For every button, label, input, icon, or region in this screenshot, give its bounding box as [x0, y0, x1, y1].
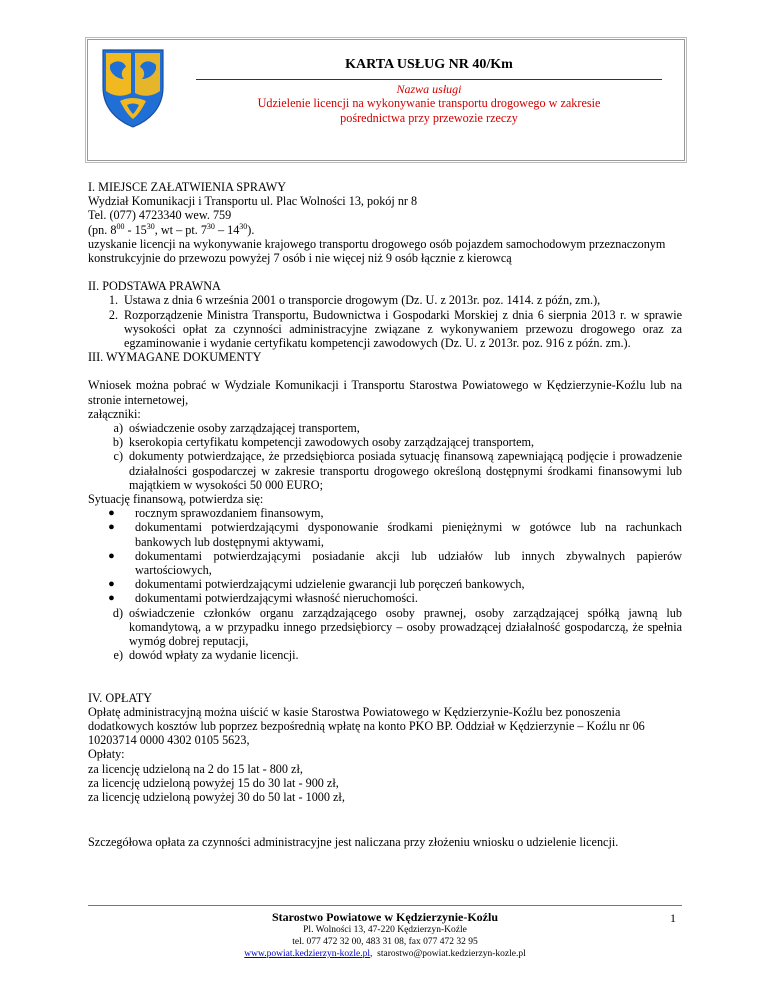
footer-links: www.powiat.kedzierzyn-kozle.pl, starostwo@powiat.kedzierzyn-kozle.pl [244, 949, 526, 959]
page-number: 1 [670, 911, 676, 925]
list-item: ● dokumentami potwierdzającymi własność nieruchomości. [88, 591, 682, 605]
email-text: starostwo@powiat.kedzierzyn-kozle.pl [377, 949, 526, 959]
list-item: ● dokumentami potwierdzającymi posiadanie akcji lub udziałów lub innych zbywalnych papierów wartościowych, [88, 549, 682, 577]
list-item: ● rocznym sprawozdaniem finansowym, [88, 506, 682, 520]
office-address: Wydział Komunikacji i Transportu ul. Plac Wolności 13, pokój nr 8 [88, 194, 418, 209]
bullet-icon: ● [108, 507, 115, 520]
service-label: Nazwa usługi [396, 82, 462, 96]
list-item: c) dokumenty potwierdzające, że przedsiębiorca posiada sytuację finansową zapewniającą podjęcie i prowadzenie działalności gospodarczej w zakresie transportu drogowego określoną dostępnymi środkami finansowymi lub majątkiem w wysokości 50 000 EURO; [113, 449, 682, 492]
attachments-label: załączniki: [88, 406, 141, 421]
footer-divider [88, 905, 682, 906]
fee-line: za licencję udzieloną na 2 do 15 lat - 800 zł, [88, 761, 303, 776]
list-item: 2. Rozporządzenie Ministra Transportu, Budownictwa i Gospodarki Morskiej z dnia 6 sierpnia 2013 r. w sprawie wysokości opłat za czynności administracyjne związane z wykonywaniem przewozu drogowego oraz za egzaminowanie i wydanie certyfikatu kompetencji zawodowych (Dz. U. z 2013r. poz. 916 z późn. zm.). [108, 307, 682, 351]
bullet-icon: ● [108, 592, 115, 605]
footer-org: Starostwo Powiatowe w Kędzierzynie-Koźlu [271, 910, 499, 924]
section2-heading: II. PODSTAWA PRAWNA [88, 279, 221, 294]
section1-heading: I. MIEJSCE ZAŁATWIENIA SPRAWY [88, 180, 287, 194]
footer-address: Pl. Wolności 13, 47-220 Kędzierzyn-Koźle [303, 925, 467, 935]
service-name: Udzielenie licencji na wykonywanie transportu drogowego w zakresie pośrednictwa przy przewozie rzeczy [257, 96, 601, 125]
bullet-icon: ● [108, 549, 115, 562]
section3-intro: Wniosek można pobrać w Wydziale Komunikacji i Transportu Starostwa Powiatowego w Kędzierzynie-Koźlu lub na stronie internetowej, [88, 378, 682, 407]
fee-note: Szczegółowa opłata za czynności administracyjne jest naliczana przy złożeniu wniosku o udzielenie licencji. [88, 835, 619, 850]
fee-line: za licencję udzieloną powyżej 30 do 50 lat - 1000 zł, [88, 789, 345, 804]
office-phone: Tel. (077) 4723340 wew. 759 [88, 208, 232, 223]
payment-info: Opłatę administracyjną można uiścić w kasie Starostwa Powiatowego w Kędzierzynie-Koźlu bez ponoszenia dodatkowych kosztów lub poprzez bezpośrednią wpłatę na konto PKO BP. Oddział w Kędzierzynie – Koźlu nr 06 10203714 0000 4302 0105 5623, [88, 704, 645, 748]
list-item: d) oświadczenie członków organu zarządzającego osoby prawnej, osoby zarządzającej spółką jawną lub komandytową, a w przypadku innego przedsiębiorcy – osoby prowadzącej działalność gospodarczą, że spełnia wymóg dobrej reputacji, [112, 605, 682, 649]
fees-label: Opłaty: [88, 747, 125, 762]
list-item: ● dokumentami potwierdzającymi dysponowanie środkami pieniężnymi w gotówce lub na rachunkach bankowych lub dostępnymi aktywami, [88, 520, 682, 548]
footer-phone: tel. 077 472 32 00, 483 31 08, fax 077 472 32 95 [292, 937, 478, 947]
title-underline [196, 79, 662, 80]
list-item: 1. Ustawa z dnia 6 września 2001 o transporcie drogowym (Dz. U. z 2013r. poz. 1414. z późn, zm.), [108, 293, 601, 308]
office-hours: (pn. $8^{00} - 15^{30}$, wt – pt. $7^{30} - 14^{30}$). [88, 221, 255, 237]
section1-note: uzyskanie licencji na wykonywanie krajowego transportu drogowego osób pojazdem samochodowym przeznaczonym konstrukcyjnie do przewozu powyżej 7 osób i nie więcej niż 9 osób łącznie z kierowcą [88, 236, 666, 266]
document-body [88, 180, 682, 849]
list-item: a) oświadczenie osoby zarządzającej transportem, [113, 421, 360, 436]
card-title: KARTA USŁUG NR 40/Km [345, 57, 513, 72]
section4-heading: IV. OPŁATY [88, 690, 153, 705]
list-item: ● dokumentami potwierdzającymi udzielenie gwarancji lub poręczeń bankowych, [88, 577, 682, 591]
footer [88, 910, 682, 960]
list-item: b) kserokopia certyfikatu kompetencji zawodowych osoby zarządzającej transportem, [112, 435, 535, 450]
list-item: e) dowód wpłaty za wydanie licencji. [113, 648, 299, 663]
bullet-icon: ● [108, 578, 115, 591]
section3-heading: III. WYMAGANE DOKUMENTY [88, 350, 262, 365]
website-link[interactable]: www.powiat.kedzierzyn-kozle.pl [244, 949, 371, 959]
fee-line: za licencję udzieloną powyżej 15 do 30 lat - 900 zł, [88, 775, 339, 790]
finance-label: Sytuację finansową, potwierdza się: [88, 492, 264, 507]
bullet-icon: ● [108, 521, 115, 534]
coat-of-arms-icon [100, 47, 166, 129]
